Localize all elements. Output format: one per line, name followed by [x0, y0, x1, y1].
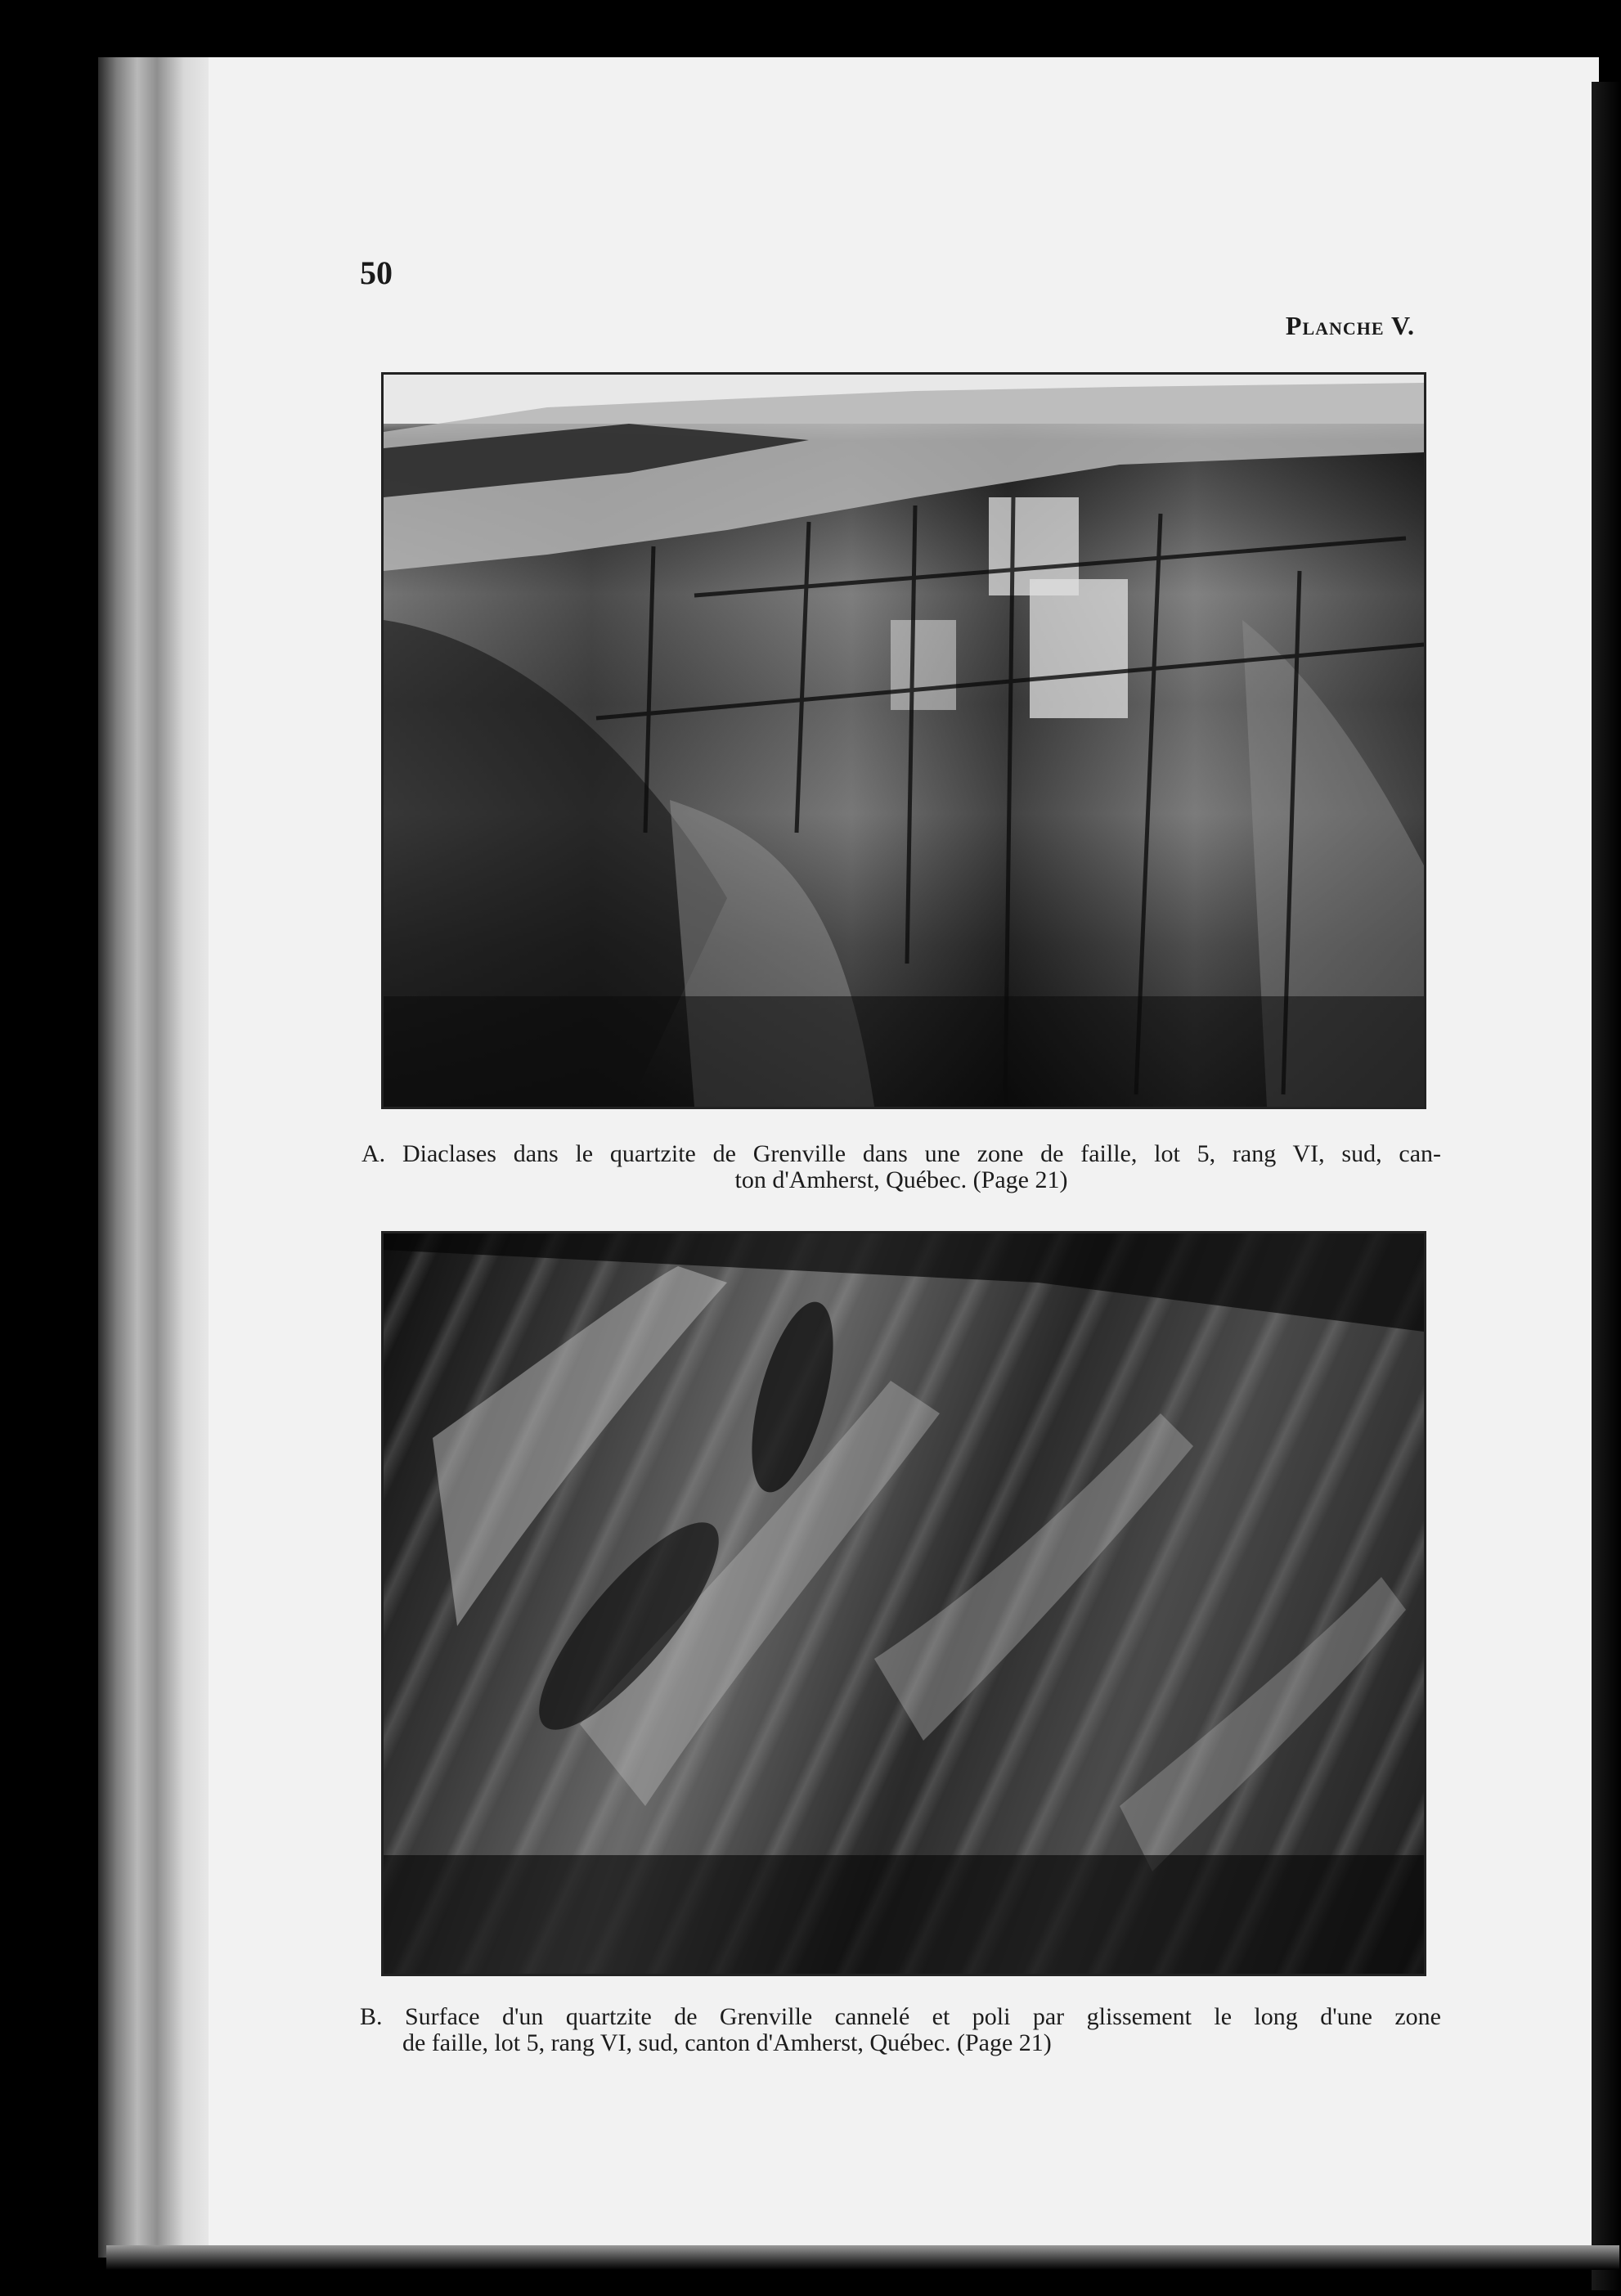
- caption-a: [361, 1141, 1441, 1193]
- caption-b-line2: de faille, lot 5, rang VI, sud, canton d'Amherst, Québec. (Page 21): [402, 2029, 1052, 2056]
- photo-a-rock-face: [381, 372, 1426, 1109]
- caption-a-line1: A. Diaclases dans le quartzite de Grenville dans une zone de faille, lot 5, rang VI, sud, can-: [361, 1140, 1441, 1167]
- caption-a-line2: ton d'Amherst, Québec. (Page 21): [734, 1166, 1068, 1193]
- caption-b: [360, 2004, 1441, 2056]
- scan-book-edge: [98, 57, 221, 2258]
- scan-right-shadow: [1592, 82, 1621, 2290]
- page-number: 50: [360, 254, 393, 291]
- caption-b-line1: B. Surface d'un quartzite de Grenville cannelé et poli par glissement le long d'une zone: [360, 2003, 1441, 2030]
- plate-title: Planche V.: [1285, 311, 1415, 340]
- scan-bottom-edge: [106, 2245, 1619, 2270]
- photo-b-polished-surface: [381, 1231, 1426, 1976]
